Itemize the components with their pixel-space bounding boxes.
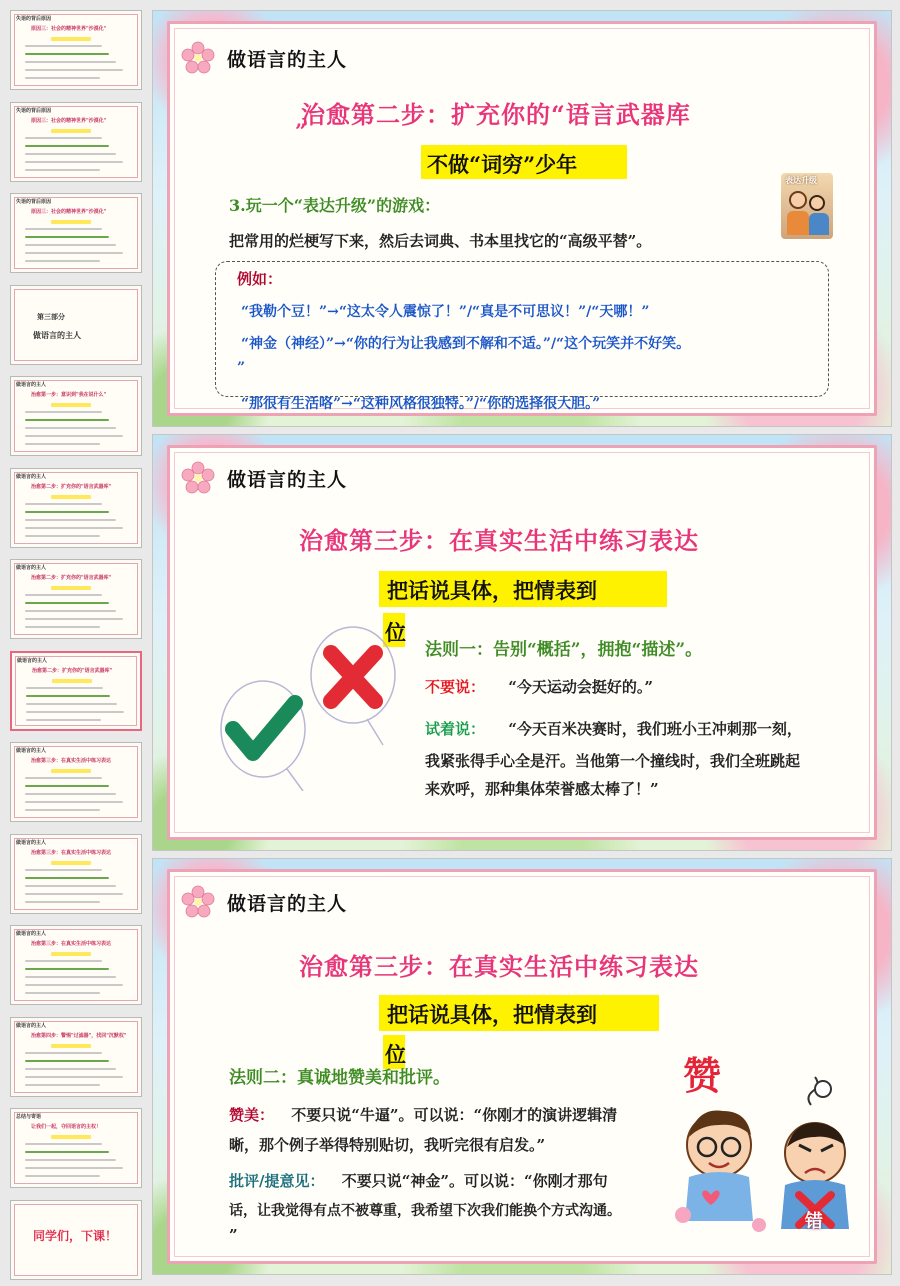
thumbnail-subtitle: 治愈第二步：扩充你的"语言武器库": [31, 575, 112, 581]
example-3: “那很有生活咯”→“这种风格很独特。”/“你的选择很大胆。”: [241, 396, 601, 412]
thumbnail-title: 做语言的主人: [17, 657, 48, 664]
thumbnail-title: 失语的背后原因: [16, 16, 52, 22]
slide-header: 做语言的主人: [227, 469, 348, 491]
thumbnail-subtitle: 治愈第二步：扩充你的"语言武器库": [32, 667, 113, 674]
wrong-sticker-text: 错: [805, 1211, 823, 1232]
expression-upgrade-illustration: [781, 173, 833, 239]
slide-subtitle-tail: 位: [385, 620, 406, 645]
thumbnail-title: 做语言的主人: [16, 565, 47, 571]
thumbnail-subtitle: 原因三：社会的精神世界"沙漠化": [31, 117, 107, 124]
slide-subtitle-tail: 位: [385, 1042, 406, 1067]
slide-title-tail: ”: [295, 119, 308, 143]
example-2: “神金（神经）”→“你的行为让我感到不解和不适。”/“这个玩笑并不好笑。: [241, 336, 691, 352]
slide-thumbnail-12[interactable]: [10, 1017, 142, 1097]
slide-thumbnail-2[interactable]: [10, 102, 142, 182]
thumbnail-title: 失语的背后原因: [16, 199, 52, 205]
thumbnail-title: 做语言的主人: [16, 1022, 47, 1029]
try-say-row: [425, 715, 802, 744]
thumbnail-title: 做语言的主人: [16, 931, 47, 937]
thumbnail-subtitle: 原因三：社会的精神世界"沙漠化": [31, 26, 107, 32]
slide-3[interactable]: [152, 858, 892, 1275]
thumbnail-subtitle: 让我们一起，夺回语言的主权！: [31, 1124, 102, 1130]
praise-label: 赞美：: [229, 1106, 275, 1124]
thumbnail-title: 做语言的主人: [16, 382, 47, 388]
praise-text-2: 晰，那个例子举得特别贴切，我听完很有启发。”: [229, 1136, 546, 1154]
try-say-label: 试着说：: [425, 720, 486, 738]
check-and-cross-illustration: [207, 621, 407, 791]
rule-heading: 法则一：告别“概括”，拥抱“描述”。: [425, 640, 703, 660]
praise-sticker-text: 赞: [683, 1053, 722, 1098]
thumbnail-subtitle: 治愈第三步：在真实生活中练习表达: [31, 849, 112, 856]
thumbnail-subtitle: 治愈第三步：在真实生活中练习表达: [31, 941, 112, 947]
step-heading: 3.玩一个“表达升级”的游戏：: [229, 196, 441, 215]
cherry-blossom-icon: [181, 461, 215, 495]
example-box: [215, 261, 829, 397]
slide-header: 做语言的主人: [227, 49, 348, 71]
slide-thumbnail-3[interactable]: [10, 193, 142, 273]
thumbnail-title: 第三部分: [37, 312, 65, 321]
critique-text-2: 话，让我觉得有点不被尊重，我希望下次我们能换个方式沟通。: [229, 1203, 621, 1219]
example-label: 例如：: [237, 270, 283, 288]
thumbnail-subtitle: 治愈第四步：警惕"过滤器"，找回"沉默权": [31, 1032, 127, 1039]
praise-text-1: 不要只说“牛逼”。可以说：“你刚才的演讲逻辑清: [291, 1106, 618, 1124]
thumbnail-subtitle: 做语言的主人: [33, 330, 81, 340]
slide-thumbnail-6[interactable]: [10, 468, 142, 548]
illustration-caption: 表达升级: [785, 176, 817, 185]
slide-thumbnail-13[interactable]: [10, 1108, 142, 1188]
thumbnail-title: 同学们，下课！: [33, 1228, 118, 1243]
try-say-text-3: 来欢呼，那种集体荣誉感太棒了！”: [425, 780, 659, 798]
thumbnail-title: 做语言的主人: [16, 839, 47, 846]
dont-say-row: [425, 673, 653, 702]
thumbnail-title: 失语的背后原因: [16, 107, 52, 114]
cherry-blossom-icon: [181, 885, 215, 919]
critique-label: 批评/提意见：: [229, 1172, 325, 1190]
slide-thumbnail-11[interactable]: [10, 925, 142, 1005]
thumbnail-title: 总结与寄语: [16, 1114, 42, 1120]
example-1: “我勒个豆！”→“这太令人震惊了！”/“真是不可思议！”/“天哪！”: [241, 304, 650, 320]
rule-heading: 法则二：真诚地赞美和批评。: [229, 1068, 450, 1088]
slide-subtitle: 把话说具体，把情表到: [387, 578, 597, 603]
slide-thumbnail-10[interactable]: [10, 834, 142, 914]
slide-subtitle: 把话说具体，把情表到: [387, 1002, 597, 1027]
try-say-text-1: “今天百米决赛时，我们班小王冲刺那一刻，: [508, 720, 802, 738]
slide-thumbnail-9[interactable]: [10, 742, 142, 822]
slide-thumbnail-14[interactable]: [10, 1200, 142, 1280]
slide-thumbnail-5[interactable]: [10, 376, 142, 456]
critique-text-1: 不要只说“神金”。可以说：“你刚才那句: [341, 1172, 608, 1190]
praise-row: [229, 1101, 617, 1130]
try-say-text-2: 我紧张得手心全是汗。当他第一个撞线时，我们全班跳起: [425, 752, 801, 770]
slide-thumbnail-1[interactable]: [10, 10, 142, 90]
slide-thumbnail-8[interactable]: [10, 651, 142, 731]
thumbnail-title: 做语言的主人: [16, 473, 47, 480]
critique-row: [229, 1167, 608, 1196]
cherry-blossom-icon: [181, 41, 215, 75]
slide-thumbnail-7[interactable]: [10, 559, 142, 639]
slide-2[interactable]: [152, 434, 892, 851]
step-description: 把常用的烂梗写下来，然后去词典、书本里找它的“高级平替”。: [229, 232, 652, 250]
slide-header: 做语言的主人: [227, 893, 348, 915]
thumbnail-title: 做语言的主人: [16, 748, 47, 754]
dont-say-label: 不要说：: [425, 678, 486, 696]
critique-text-3: ”: [229, 1226, 238, 1244]
slide-title: 治愈第二步：扩充你的“语言武器库: [301, 100, 691, 129]
example-2-tail: ”: [237, 360, 246, 376]
thumbnail-subtitle: 治愈第一步：意识到"我在说什么": [31, 392, 107, 398]
slide-thumbnail-panel: [0, 0, 150, 1286]
slide-title: 治愈第三步：在真实生活中练习表达: [299, 952, 699, 981]
slide-1[interactable]: [152, 10, 892, 427]
thumbnail-subtitle: 治愈第二步：扩充你的"语言武器库": [31, 483, 112, 490]
slide-title: 治愈第三步：在真实生活中练习表达: [299, 526, 699, 555]
slide-subtitle: 不做“词穷”少年: [427, 152, 578, 177]
thumbnail-subtitle: 原因三：社会的精神世界"沙漠化": [31, 209, 107, 215]
slide-thumbnail-4[interactable]: [10, 285, 142, 365]
thumbnail-subtitle: 治愈第三步：在真实生活中练习表达: [31, 758, 112, 764]
dont-say-text: “今天运动会挺好的。”: [508, 678, 654, 696]
